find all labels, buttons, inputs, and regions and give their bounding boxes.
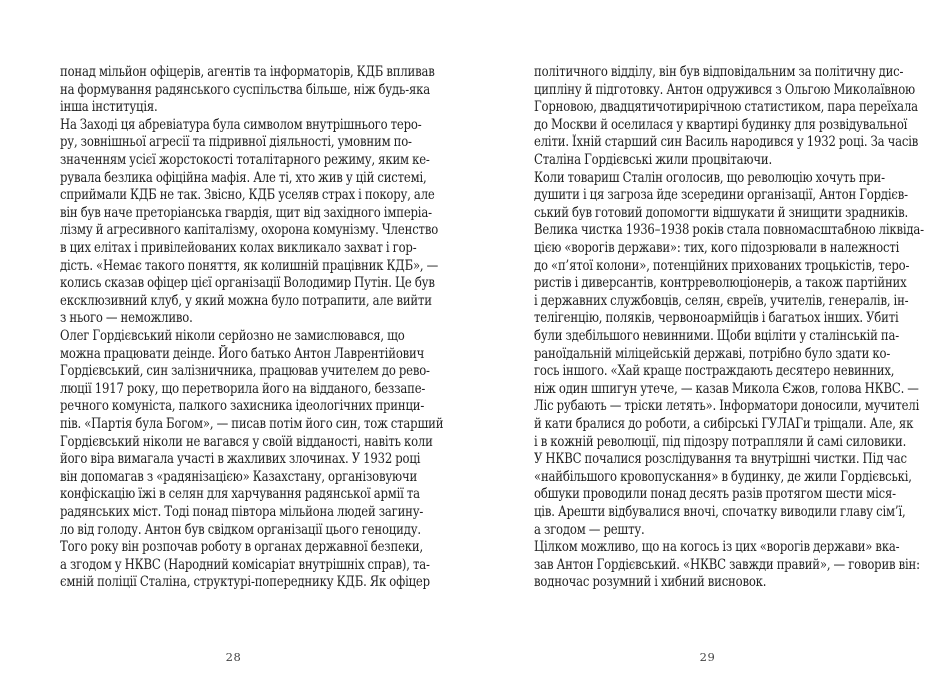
text-line: У НКВС почалися розслідування та внутрішні чистки. Під час xyxy=(534,451,907,468)
text-line: обшуки проводили понад десять разів протягом шести міся- xyxy=(534,486,896,503)
text-line: Того року він розпочав роботу в органах державної безпеки, xyxy=(60,539,424,556)
text-line: ристів і диверсантів, контрреволюціонерів, а також партійних xyxy=(534,275,907,292)
text-line: й кати бралися до роботи, а сибірські ГУЛАГи тріщали. Але, як xyxy=(534,416,914,432)
page-number-right: 29 xyxy=(699,650,716,664)
text-line: Гордієвський, син залізничника, працював учителем до рево- xyxy=(60,363,430,380)
text-line: а згодом у НКВС (Народний комісаріат внутрішніх справ), та- xyxy=(60,556,430,573)
text-line: політичного відділу, він був відповідальним за політичну дис- xyxy=(534,64,904,80)
text-line: і державних службовців, селян, євреїв, учителів, генералів, ін- xyxy=(534,292,909,309)
text-line: конфіскацію їжі в селян для харчування радянської армії та xyxy=(60,486,420,503)
text-line: інша інституція. xyxy=(60,99,158,116)
text-line: На Заході ця абревіатура була символом внутрішнього теро- xyxy=(60,116,422,133)
text-line: еліти. Їхній старший син Василь народився у 1932 році. За часів xyxy=(534,134,919,151)
text-line: Велика чистка 1936–1938 років стала повномасштабною ліквіда- xyxy=(534,222,924,239)
text-line: телігенцію, поляків, червоноармійців і багатьох інших. Убиті xyxy=(534,310,899,327)
text-line: і в кожній революції, під підозру потрапляли й самі силовики. xyxy=(534,433,907,450)
text-line: Ліс рубають — тріски летять». Інформатори доносили, мучителі xyxy=(534,398,920,415)
text-line: Горновою, двадцятичотирирічною статистиком, пара переїхала xyxy=(534,99,918,116)
text-line: ексклюзивний клуб, у який можна було потрапити, але вийти xyxy=(60,292,432,309)
text-line: ський був готовий допомогти відшукати й знищити зрадників. xyxy=(534,204,909,221)
text-line: Сталіна Гордієвські жили процвітаючи. xyxy=(534,152,773,168)
text-line: гось іншого. «Хай краще постраждають десятеро невинних, xyxy=(534,363,895,380)
text-line: ців. Арешти відбувалися вночі, спочатку виводили главу сім’ї, xyxy=(534,504,906,520)
text-line: Коли товариш Сталін оголосив, що революцію хочуть при- xyxy=(534,169,885,186)
text-line: лізму й агресивного капіталізму, охорона комунізму. Членство xyxy=(60,222,439,239)
text-line: до «п’ятої колони», потенційних прихованих троцькістів, теро- xyxy=(534,257,910,274)
text-line: були здебільшого невинними. Щоби вціліти у сталінській па- xyxy=(534,328,900,344)
text-line: до Москви й оселилася у квартирі будинку для розвідувальної xyxy=(534,116,908,133)
text-line: можна працювати деінде. Його батько Антон Лаврентійович xyxy=(60,345,425,362)
text-line: його віра вимагала участі в жахливих злочинах. У 1932 році xyxy=(60,451,421,468)
text-line: значенням усієї жорстокості тоталітарного режиму, яким ке- xyxy=(60,152,430,168)
text-line: рувала безлика офіційна мафія. Але ті, хто жив у цій системі, xyxy=(60,169,427,186)
text-line: раноїдальній міліцейській державі, потрібно було здати ко- xyxy=(534,345,891,362)
text-line: колись сказав офіцер цієї організації Володимир Путін. Це був xyxy=(60,275,435,292)
text-line: в цих елітах і привілейованих колах викликало захват і гор- xyxy=(60,240,417,256)
text-line: ру, зовнішньої агресії та підривної діяльності, умовним по- xyxy=(60,134,412,151)
text-line: водночас розумний і хибний висновок. xyxy=(534,574,767,591)
text-line: Гордієвський ніколи не вагався у своїй відданості, навіть коли xyxy=(60,433,433,450)
text-line: на формування радянського суспільства більше, ніж будь-яка xyxy=(60,81,431,98)
text-line: ніж один шпигун утече, — казав Микола Єжов, голова НКВС. — xyxy=(534,380,919,397)
text-line: дість. «Немає такого поняття, як колишній працівник КДБ», — xyxy=(60,257,439,274)
text-line: ємній поліції Сталіна, структурі-попереднику КДБ. Як офіцер xyxy=(60,574,430,591)
text-line: зав Антон Гордієвський. «НКВС завжди правий», — говорив він: xyxy=(534,556,920,573)
text-line: ло від голоду. Антон був свідком організації цього геноциду. xyxy=(60,521,421,538)
page-number-left: 28 xyxy=(225,650,242,664)
left-page xyxy=(60,60,444,700)
text-line: «найбільшого кровопускання» в будинку, де жили Гордієвські, xyxy=(534,468,912,485)
text-line: пів. «Партія була Богом», — писав потім його син, тож старший xyxy=(60,416,444,432)
text-line: речного комуніста, палкого захисника ідеологічних принци- xyxy=(60,398,425,415)
text-line: цією «ворогів держави»: тих, кого підозрювали в належності xyxy=(534,240,900,256)
text-line: люції 1917 року, що перетворила його на відданого, беззапе- xyxy=(60,380,426,397)
text-line: він допомагав з «радянізацією» Казахстану, організовуючи xyxy=(60,468,418,485)
text-line: він був наче преторіанська гвардія, щит від західного імперіа- xyxy=(60,204,432,221)
text-line: Олег Гордієвський ніколи серйозно не замислювався, що xyxy=(60,328,405,344)
text-line: понад мільйон офіцерів, агентів та інформаторів, КДБ впливав xyxy=(60,64,435,80)
right-page xyxy=(534,60,924,700)
text-line: Цілком можливо, що на когось із цих «ворогів держави» вка- xyxy=(534,539,900,556)
text-line: ципліну й підготовку. Антон одружився з Ольгою Миколаївною xyxy=(534,81,916,98)
text-line: а згодом — решту. xyxy=(534,521,645,538)
text-line: радянських міст. Тоді понад півтора мільйона людей загину- xyxy=(60,504,424,520)
text-line: душити і ця загроза йде зсередини організації, Антон Гордієв- xyxy=(534,187,908,204)
text-line: сприймали КДБ не так. Звісно, КДБ уселяв страх і покору, але xyxy=(60,187,435,204)
text-line: з нього — неможливо. xyxy=(60,310,193,327)
